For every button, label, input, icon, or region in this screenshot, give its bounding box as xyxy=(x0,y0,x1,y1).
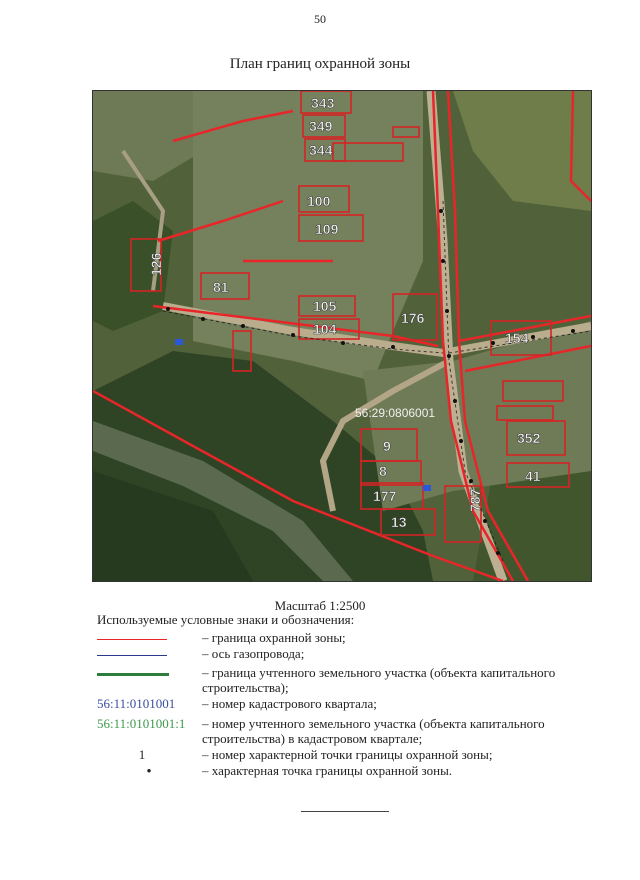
cadastral-quarter-label: 56:29:0806001 xyxy=(355,406,436,420)
parcel-label: 344 xyxy=(309,142,333,158)
legend-text: – характерная точка границы охранной зоны. xyxy=(202,763,453,778)
parcel-label: 343 xyxy=(311,95,335,111)
parcel-number-sample: 56:11:0101001:1 xyxy=(97,716,186,731)
footer-divider xyxy=(301,811,389,812)
legend-text: – граница учтенного земельного участка (объекта капитального строительства); xyxy=(202,665,556,695)
parcel-label: 41 xyxy=(525,468,541,484)
scale-label: Масштаб 1:2500 xyxy=(274,598,366,613)
legend-text: – номер учтенного земельного участка (объекта капитального строительства) в кадастровом квартале; xyxy=(202,716,545,746)
legend-text: – номер характерной точки границы охранной зоны; xyxy=(202,747,493,762)
parcel-label: 154 xyxy=(505,330,529,346)
point-number-sample: 1 xyxy=(138,747,146,762)
legend-title: Используемые условные знаки и обозначения: xyxy=(97,612,355,627)
parcel-label: 787 xyxy=(467,488,483,512)
parcel-label: 352 xyxy=(517,430,541,446)
red-line-symbol xyxy=(97,639,167,640)
parcel-label: 177 xyxy=(373,488,397,504)
parcel-label: 109 xyxy=(315,221,339,237)
legend-item-gas-axis xyxy=(97,646,577,662)
green-line-symbol xyxy=(97,673,169,676)
legend-item-quarter-number xyxy=(97,696,577,712)
legend-text: – ось газопровода; xyxy=(202,646,305,661)
parcel-label: 176 xyxy=(401,310,425,326)
legend-text: – граница охранной зоны; xyxy=(202,630,346,645)
parcel-label: 8 xyxy=(379,463,387,479)
point-dot-symbol: • xyxy=(146,763,152,778)
legend-text: – номер кадастрового квартала; xyxy=(202,696,377,711)
legend-item-parcel-boundary xyxy=(97,665,577,697)
map-frame xyxy=(92,90,592,582)
legend-item-parcel-number xyxy=(97,716,577,748)
legend-item-point xyxy=(97,763,577,779)
legend-item-zone-boundary xyxy=(97,630,577,646)
parcel-label: 104 xyxy=(313,321,337,337)
quarter-number-sample: 56:11:0101001 xyxy=(97,696,176,711)
page-title: План границ охранной зоны xyxy=(229,56,411,72)
page-number: 50 xyxy=(314,12,326,26)
legend-item-point-number xyxy=(97,747,577,763)
parcel-label: 126 xyxy=(148,252,164,276)
satellite-map xyxy=(93,91,591,581)
parcel-label: 9 xyxy=(383,438,391,454)
blue-line-symbol xyxy=(97,655,167,656)
parcel-label: 349 xyxy=(309,118,333,134)
parcel-label: 81 xyxy=(213,279,229,295)
parcel-label: 100 xyxy=(307,193,331,209)
parcel-label: 13 xyxy=(391,514,407,530)
parcel-label: 105 xyxy=(313,298,337,314)
